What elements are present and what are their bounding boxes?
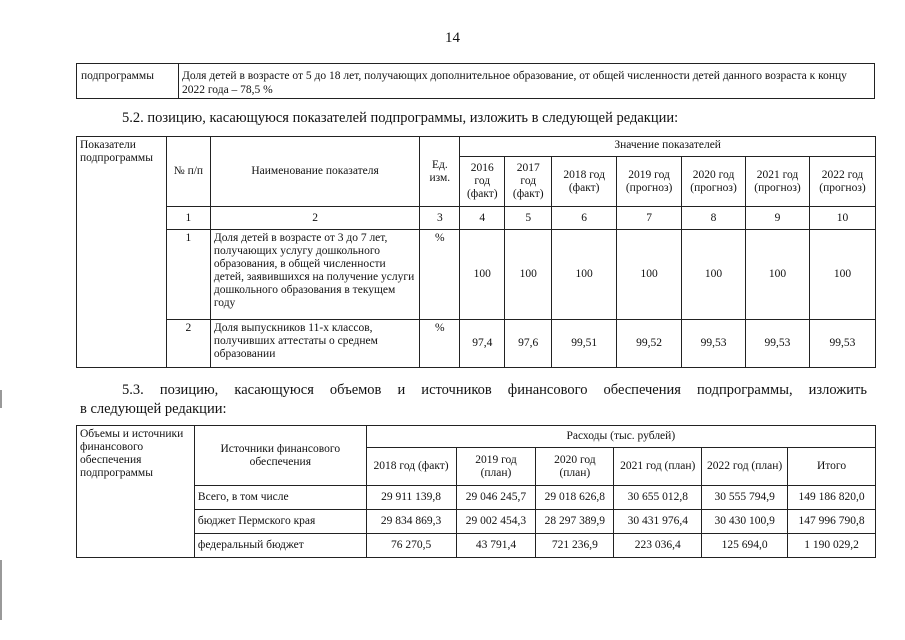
column-number: 10 bbox=[809, 207, 875, 230]
indicator-value: 99,53 bbox=[746, 320, 810, 368]
indicator-value: 99,53 bbox=[809, 320, 875, 368]
source-header: Источники финансового обеспечения bbox=[194, 426, 366, 486]
paragraph-5-3-line1: 5.3. позицию, касающуюся объемов и источников финансового обеспечения подпрограммы, изложить bbox=[122, 382, 867, 398]
values-header: Значение показателей bbox=[460, 137, 876, 157]
column-number: 3 bbox=[420, 207, 460, 230]
table-row bbox=[77, 230, 876, 320]
column-number: 4 bbox=[460, 207, 505, 230]
column-number: 8 bbox=[682, 207, 746, 230]
amount: 30 431 976,4 bbox=[614, 510, 702, 534]
indicator-value: 100 bbox=[552, 230, 617, 320]
total-header: Итого bbox=[788, 448, 876, 486]
year-header: 2019 год (план) bbox=[456, 448, 536, 486]
year-header: 2021 год (план) bbox=[614, 448, 702, 486]
column-number: 2 bbox=[210, 207, 420, 230]
top-table-text: Доля детей в возрасте от 5 до 18 лет, получающих дополнительное образование, от общей численности детей данного возраста к концу 2022 года – 78,5 % bbox=[182, 70, 847, 96]
scan-edge-mark bbox=[0, 560, 2, 620]
indicator-value: 100 bbox=[682, 230, 746, 320]
amount: 125 694,0 bbox=[702, 534, 788, 558]
amount: 29 002 454,3 bbox=[456, 510, 536, 534]
source-name: Всего, в том числе bbox=[194, 486, 366, 510]
source-name: федеральный бюджет bbox=[194, 534, 366, 558]
indicator-unit: % bbox=[420, 230, 460, 320]
amount: 29 911 139,8 bbox=[366, 486, 456, 510]
amount: 30 555 794,9 bbox=[702, 486, 788, 510]
amount: 29 018 626,8 bbox=[536, 486, 614, 510]
amount: 147 996 790,8 bbox=[788, 510, 876, 534]
amount: 721 236,9 bbox=[536, 534, 614, 558]
year-header: 2018 год (факт) bbox=[366, 448, 456, 486]
indicator-value: 100 bbox=[460, 230, 505, 320]
table-row bbox=[77, 320, 876, 368]
indicator-value: 99,52 bbox=[617, 320, 682, 368]
table-row bbox=[77, 534, 876, 558]
top-table bbox=[76, 63, 875, 99]
indicator-value: 100 bbox=[617, 230, 682, 320]
paragraph-5-3-line2: в следующей редакции: bbox=[80, 401, 227, 417]
expenses-header: Расходы (тыс. рублей) bbox=[366, 426, 875, 448]
paragraph-5-2: 5.2. позицию, касающуюся показателей подпрограммы, изложить в следующей редакции: bbox=[122, 110, 679, 126]
row-number: 2 bbox=[166, 320, 210, 368]
source-name: бюджет Пермского края bbox=[194, 510, 366, 534]
amount: 149 186 820,0 bbox=[788, 486, 876, 510]
indicator-value: 100 bbox=[505, 230, 552, 320]
column-number: 6 bbox=[552, 207, 617, 230]
finance-table bbox=[76, 425, 876, 558]
column-number: 1 bbox=[166, 207, 210, 230]
top-table-label: подпрограммы bbox=[81, 70, 154, 82]
col-unit-header: Ед. изм. bbox=[420, 137, 460, 207]
year-header: 2020 год (план) bbox=[536, 448, 614, 486]
col-number-header: № п/п bbox=[166, 137, 210, 207]
finance-row-label: Объемы и источники финансового обеспечения подпрограммы bbox=[77, 426, 195, 558]
indicator-value: 100 bbox=[746, 230, 810, 320]
indicator-name: Доля выпускников 11-х классов, получивших аттестаты о среднем образовании bbox=[210, 320, 420, 368]
indicator-value: 99,51 bbox=[552, 320, 617, 368]
amount: 76 270,5 bbox=[366, 534, 456, 558]
year-header: 2018 год (факт) bbox=[552, 157, 617, 207]
indicators-row-label: Показатели подпрограммы bbox=[77, 137, 167, 368]
year-header: 2020 год (прогноз) bbox=[682, 157, 746, 207]
column-number: 5 bbox=[505, 207, 552, 230]
amount: 223 036,4 bbox=[614, 534, 702, 558]
year-header: 2022 год (план) bbox=[702, 448, 788, 486]
table-row bbox=[77, 510, 876, 534]
page-number: 14 bbox=[445, 30, 460, 46]
indicator-value: 97,6 bbox=[505, 320, 552, 368]
column-number: 9 bbox=[746, 207, 810, 230]
year-header: 2022 год (прогноз) bbox=[809, 157, 875, 207]
row-number: 1 bbox=[166, 230, 210, 320]
amount: 43 791,4 bbox=[456, 534, 536, 558]
indicators-table bbox=[76, 136, 876, 368]
amount: 29 834 869,3 bbox=[366, 510, 456, 534]
indicator-unit: % bbox=[420, 320, 460, 368]
year-header: 2019 год (прогноз) bbox=[617, 157, 682, 207]
scan-edge-mark bbox=[0, 390, 2, 408]
column-divider bbox=[178, 64, 179, 98]
amount: 28 297 389,9 bbox=[536, 510, 614, 534]
year-header: 2016 год (факт) bbox=[460, 157, 505, 207]
column-number: 7 bbox=[617, 207, 682, 230]
amount: 1 190 029,2 bbox=[788, 534, 876, 558]
year-header: 2021 год (прогноз) bbox=[746, 157, 810, 207]
amount: 30 430 100,9 bbox=[702, 510, 788, 534]
table-row bbox=[77, 486, 876, 510]
year-header: 2017 год (факт) bbox=[505, 157, 552, 207]
amount: 29 046 245,7 bbox=[456, 486, 536, 510]
indicator-value: 97,4 bbox=[460, 320, 505, 368]
indicator-value: 99,53 bbox=[682, 320, 746, 368]
col-name-header: Наименование показателя bbox=[210, 137, 420, 207]
indicator-value: 100 bbox=[809, 230, 875, 320]
indicator-name: Доля детей в возрасте от 3 до 7 лет, получающих услугу дошкольного образования, в общей численности детей, заявившихся на получение услуги дошкольного образования в текущем году bbox=[210, 230, 420, 320]
amount: 30 655 012,8 bbox=[614, 486, 702, 510]
